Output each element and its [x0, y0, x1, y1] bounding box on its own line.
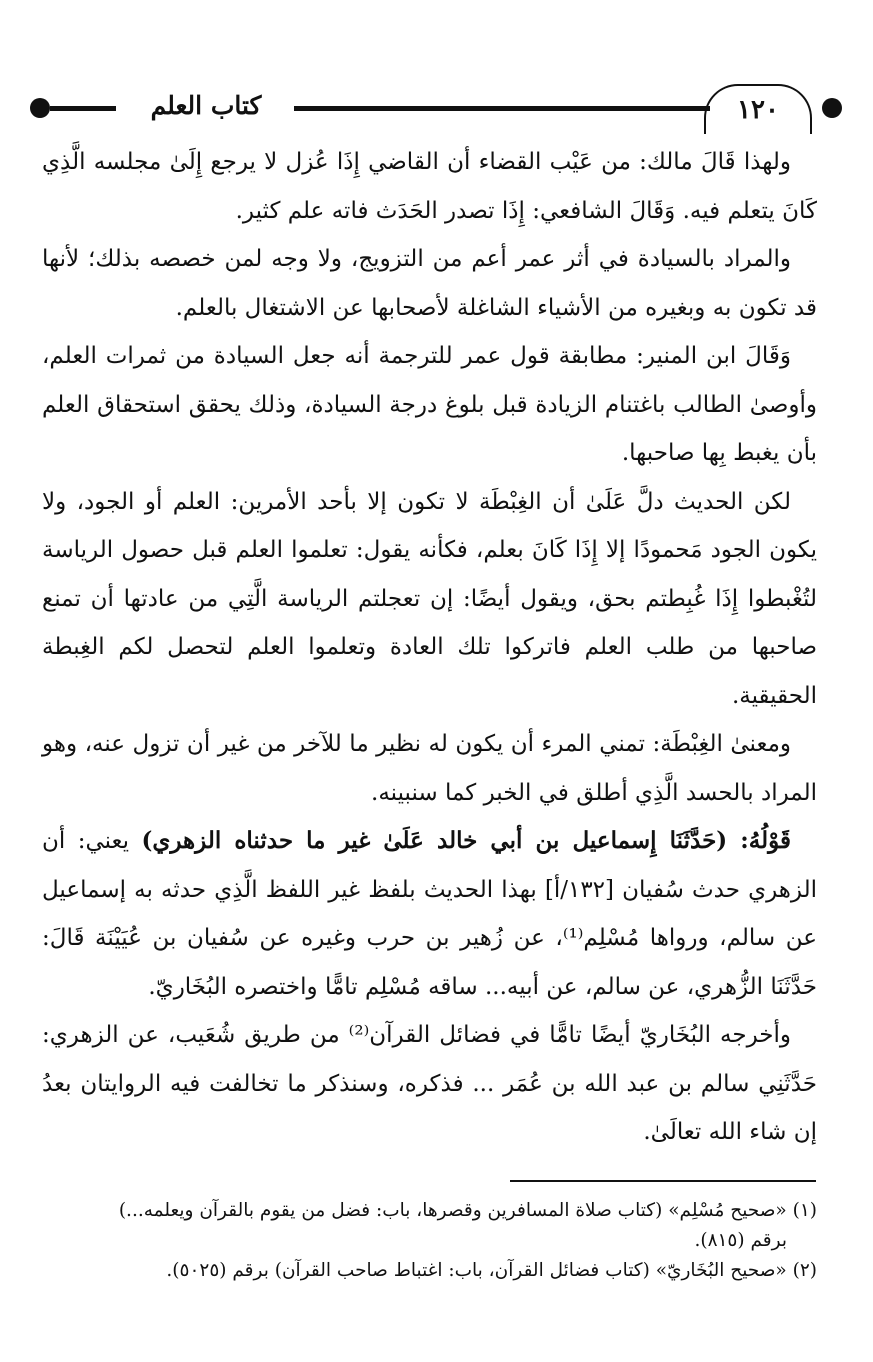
quoted-heading: قَوْلُهُ: (حَدَّثَنَا إِسماعيل بن أبي خالد عَلَىٰ غير ما حدثناه الزهري): [141, 827, 791, 854]
ornament-dot-left: [30, 98, 50, 118]
header-rule: [294, 106, 710, 111]
footnotes: [42, 1196, 817, 1286]
paragraph: لكن الحديث دلَّ عَلَىٰ أن الغِبْطَة لا تكون إلا بأحد الأمرين: العلم أو الجود، ولا يكون الجود مَحمودًا إلا إِذَا كَانَ بعلم، فكأنه يقول: تعلموا العلم قبل حصول الرياسة لتُغْبطوا إِذَا غُبِطتم بحق، ويقول أيضًا: إن تعجلتم الرياسة الَّتِي من عادتها أن تمنع صاحبها من طلب العلم فاتركوا تلك العادة وتعلموا العلم لتحصل لكم الغِبطة الحقيقية.: [42, 488, 817, 709]
paragraph: والمراد بالسيادة في أثر عمر أعم من التزويج، ولا وجه لمن خصصه بذلك؛ لأنها قد تكون به وبغيره من الأشياء الشاغلة لأصحابها عن الاشتغال بالعلم.: [42, 246, 817, 321]
paragraph: وَقَالَ ابن المنير: مطابقة قول عمر للترجمة أنه جعل السيادة من ثمرات العلم، وأوصىٰ الطالب باغتنام الزيادة قبل بلوغ درجة السيادة، وذلك يحقق استحقاق العلم بأن يغبط بِها صاحبها.: [42, 343, 817, 466]
footnote-2: (٢) «صحيح البُخَاريّ» (كتاب فضائل القرآن، باب: اغتباط صاحب القرآن) برقم (٥٠٢٥).: [166, 1260, 817, 1281]
ornament-dot-right: [822, 98, 842, 118]
book-title: كتاب العلم: [150, 91, 262, 120]
footnote-1-continuation: برقم (٨١٥).: [694, 1230, 787, 1251]
body-text: [42, 138, 817, 1157]
paragraph: ولهذا قَالَ مالك: من عَيْب القضاء أن القاضي إِذَا عُزل لا يرجع إِلَىٰ مجلسه الَّذِي كَانَ يتعلم فيه. وَقَالَ الشافعي: إِذَا تصدر الحَدَث فاته علم كثير.: [42, 149, 817, 224]
footnote-separator: [510, 1180, 816, 1182]
paragraph: [42, 817, 817, 1011]
ornament-rule-left: [50, 106, 116, 111]
paragraph: ومعنىٰ الغِبْطَة: تمني المرء أن يكون له نظير ما للآخر من غير أن تزول عنه، وهو المراد بالحسد الَّذِي أطلق في الخبر كما سنبينه.: [42, 731, 817, 806]
paragraph-text: يعني: أن الزهري حدث سُفيان [١٣٢/أ] بهذا الحديث بلفظ غير اللفظ الَّذِي حدثه به إسماعيل عن سالم، ورواها مُسْلِم⁽¹⁾، عن زُهير بن حرب وغيره عن سُفيان بن عُيَيْنَة قَالَ: حَدَّثَنَا الزُّهري، عن سالم، عن أبيه... ساقه مُسْلِم تامًّا واختصره البُخَاريّ.: [42, 828, 817, 1000]
footnote-1: (١) «صحيح مُسْلِم» (كتاب صلاة المسافرين وقصرها، باب: فضل من يقوم بالقرآن ويعلمه...): [118, 1200, 817, 1221]
page-header: [30, 84, 842, 136]
page-number: ١٢٠: [704, 84, 812, 134]
paragraph: وأخرجه البُخَاريّ أيضًا تامًّا في فضائل القرآن⁽²⁾ من طريق شُعَيب، عن الزهري: حَدَّثَنِي سالم بن عبد الله بن عُمَر ... فذكره، وسنذكر ما تخالفت فيه الروايتان بعدُ إن شاء الله تعالَىٰ.: [42, 1022, 817, 1145]
